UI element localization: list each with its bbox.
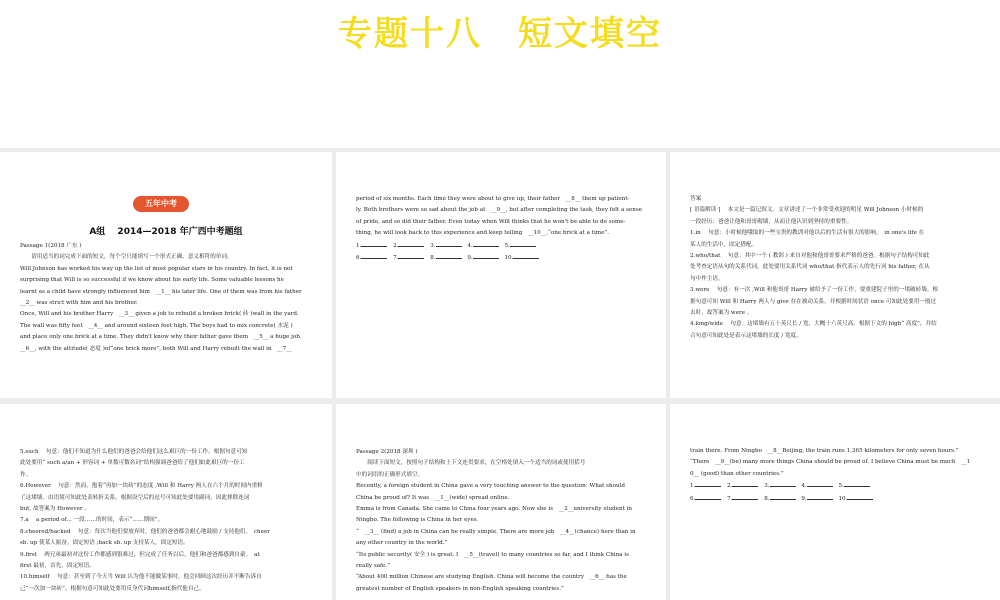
slide-header-band [0,0,1000,148]
text-line: 据句意可知 Will 和 Harry 两人与 give 存在被动关系，并根据时间状语 once 可知此处要用一般过 [690,298,937,305]
document-page-1 [0,152,332,398]
text-line: 5.such 句意：他们不知道为什么他们的爸爸会给他们这么艰巨的一份工作。根据句意可知 [20,449,248,455]
answer-blank[interactable] [732,480,758,487]
text-line: 了这堵墙。由语境可知此处表转折关系，根据设空后的逗号可知此处要用副词，因此排除连词 [20,494,250,501]
answer-blank[interactable] [398,252,424,259]
answer-label: 7. [393,255,399,262]
text-line: 己“一次加一块砖”。根据句意可知此处要用反身代词himself,指代他自己。 [20,585,205,592]
document-page-5 [336,404,666,600]
text-line: greatest number of English speakers in non-English speaking countries.” [356,585,564,592]
text-line: 8.cheered/backed 句意：每次当他们要放弃时，他们的爸爸都会耐心地鼓励 / 支持他们。 cheer [20,528,270,535]
answer-blank[interactable] [436,252,462,259]
text-line: China be proud of? It was __1__(wide) spread online. [356,494,510,501]
group-heading: A组 2014—2018 年广西中考题组 [89,227,243,237]
answer-label: 1. [690,483,696,490]
text-line: sb. up 使某人振奋，固定短语 ;back sb. up 支持某人，固定短语。 [20,540,189,547]
answer-blank[interactable] [361,252,387,259]
answer-blank[interactable] [473,240,499,247]
text-line: “Its public security( 安全 ) is great. I __5__(travel) to many countries so far, and I think China is [356,551,629,558]
text-line: of pride, and so did their father. Even today when Will thinks that he won't be able to do some- [356,218,626,225]
text-line: The wall was fifty feet __4__ and around sixteen feet high. The boys had to mix concrete( 水泥 ) [20,322,293,329]
text-line: 3.were 句意：有一次 ,Will 和他哥哥 Harry 被给予了一份工作，要重建院子里的一堵破砖墙。根 [690,287,939,294]
text-line: first 最初，首先，固定短语。 [20,563,95,570]
answer-row [356,252,642,264]
text-line: 句中作主语。 [690,275,724,282]
answer-label: 5. [838,483,844,490]
page-2-body [356,194,642,264]
text-line: Once, Will and his brother Harry __3__ given a job to rebuild a broken brick( 砖 )wall in the yard. [20,311,299,318]
answer-blank[interactable] [807,493,833,500]
document-page-4 [0,404,332,600]
slide-title-part2: 短文填空 [518,14,662,54]
text-line: 处考查定语从句的关系代词。此处要用关系代词 who/that 指代表示人的先行词 his father, 在从 [690,264,930,271]
text-line: “ __3__ (find) a job in China can be really simple. There are more job __4__(chance) here than in [356,528,636,535]
text-line: but, 故答案为 However 。 [20,506,91,513]
answer-blank[interactable] [361,240,387,247]
text-line: 10.himself 句意：甚至到了今天当 Will 认为他不能做某事时，他会回顾这次经历并不断告诉自 [20,574,262,581]
text-line: __2__ was strict with him and his brother. [20,300,138,307]
answer-blank[interactable] [695,493,721,500]
text-line: 此处要用“ such a/an + 形容词 + 单数可数名词”结构强调爸爸给了他们如此艰巨的一份工 [20,460,245,467]
answer-label: 8. [430,255,436,262]
answer-row [356,240,642,252]
text-line: 一段经历：爸爸让他和哥哥砌墙，从而让他认识到坚持的重要性。 [690,218,853,225]
text-line: [ 语篇解读 ] 本文是一篇记叙文。文章讲述了一个非常受欢迎的明星 Will Johnson 小时候的 [690,207,924,214]
answer-blank[interactable] [436,240,462,247]
answer-blank[interactable] [844,480,870,487]
text-line: 请用适当的词完成下面的短文，每个空只能填写一个形式正确、意义相符的单词。 [20,254,233,261]
text-line: ly. Both brothers were so sad about the job at __9__, but after completing the task, they felt a sense [356,207,643,214]
answer-label: 8. [764,495,770,502]
text-line: 阅读下面短文，按照句子结构和上下文连贯要求，在空格处填入一个适当的词或使用括号 [356,460,586,467]
text-line: train there. From Ningbo __8__Beijing, the train runs 1,365 kilometers for only seven hours.” [690,448,959,454]
text-line: 7.a a period of... 一段……的时间，表示“……期间”。 [20,517,164,524]
page-6-body [690,446,970,505]
text-line: 作。 [20,471,32,478]
answer-label: 6. [356,255,362,262]
document-page-2 [336,152,666,398]
answer-blank[interactable] [847,493,873,500]
answer-row [690,493,970,505]
text-line: “About 400 million Chinese are studying English. China will become the country __6__ has the [356,574,627,581]
page-1-body [20,241,302,355]
text-line: 某人的生活中，固定搭配。 [690,241,758,248]
page-4-body [20,447,270,595]
document-page-6 [670,404,1000,600]
answer-blank[interactable] [473,252,499,259]
text-line: 4.long/wide 句意：这堵墙有五十英尺长 / 宽，大概十六英尺高。根据下文的 high“ 高度”，并结 [690,321,937,328]
text-line: “There __9__(be) many more things China should be proud of. I believe China must be much __1 [690,459,971,466]
answer-label: 3. [430,242,436,249]
text-line: 9.first 两兄弟最初对这份工作都感到很难过，但完成了任务以后，他们和爸爸都感到自豪。 at [20,551,260,558]
answer-label: 9. [801,495,807,502]
answer-label: 9. [467,255,473,262]
answer-label: 5. [504,242,510,249]
text-line: and place only one brick at a time. They didn't know why their father gave them __5__ a huge job. [20,334,302,341]
answer-label: 2. [727,483,733,490]
text-line: 6.However 句意：然而，抱着“再加一块砖”的态度 ,Will 和 Harry 两人在六个月的时间内重修 [20,483,263,490]
text-line: thing, he will look back to this experience and keep telling __10__,“one brick at a time”. [356,230,610,237]
answer-row [690,480,970,492]
text-line: Passage 2(2018 深圳 ) [356,449,418,455]
page-3-body [690,194,938,342]
answer-blank[interactable] [398,240,424,247]
text-line: any other country in the world.” [356,540,448,547]
slide-title [0,6,1000,55]
text-line: 去时，故答案为 were 。 [690,310,753,317]
text-line: really safe.” [356,563,391,570]
answer-label: 1. [356,242,362,249]
answer-blank[interactable] [510,240,536,247]
text-line: 1.in 句意：小时候他哦取的一些宝贵的教训对他以后的生活有很大的影响。 in one's life 在 [690,230,925,237]
text-line: Recently, a foreign student in China gave a very touching answer to the question: What should [356,483,625,490]
text-line: learnt as a child have strongly influenced him __1__ his later life. One of them was from his father [20,288,302,295]
text-line: __6__, with the attitude( 态度 )of“one brick more”, both Will and Harry rebuilt the wall in __7__ [20,345,292,352]
text-line: Emma is from Canada. She came to China four years ago. Now she is __2__university student in [356,506,632,513]
answer-blank[interactable] [770,493,796,500]
text-line: 0__ (good) than other countries.” [690,470,784,477]
section-badge: 五年中考 [133,196,189,212]
page-5-body [356,447,636,595]
answer-blank[interactable] [807,480,833,487]
answer-blank[interactable] [695,480,721,487]
slide-title-part1: 专题十八 [338,14,482,54]
text-line: Passage 1(2018 广东 ) [20,243,82,249]
answer-label: 4. [467,242,473,249]
answer-label: 10. [504,255,514,262]
text-line: 中的词语的正确形式填空。 [356,471,424,478]
answer-blank[interactable] [513,252,539,259]
answer-blank[interactable] [770,480,796,487]
answer-label: 7. [727,495,733,502]
document-page-3 [670,152,1000,398]
text-line: 合句意可知此处是表示这堵墙的长度 / 宽度。 [690,332,802,339]
answer-label: 3. [764,483,770,490]
text-line: Will Johnson has worked his way up the list of most popular stars in his country. In fact, it is not [20,265,293,272]
text-line: surprising that Will is so successful if we know about his early life. Some valuable lessons he [20,277,284,284]
text-line: period of six months. Each time they were about to give up, their father __8__ them up patient- [356,196,630,202]
text-line: 2.who/that 句意：其中一个 ( 教训 ) 来自对他和他哥哥要求严格的爸爸。根据句子结构可知此 [690,253,930,260]
answer-label: 6. [690,495,696,502]
answer-blank[interactable] [732,493,758,500]
text-line: 答案 [690,196,702,202]
answer-label: 4. [801,483,807,490]
answer-label: 10. [838,495,848,502]
answer-label: 2. [393,242,399,249]
text-line: Ningbo. The following is China in her eyes. [356,517,479,524]
